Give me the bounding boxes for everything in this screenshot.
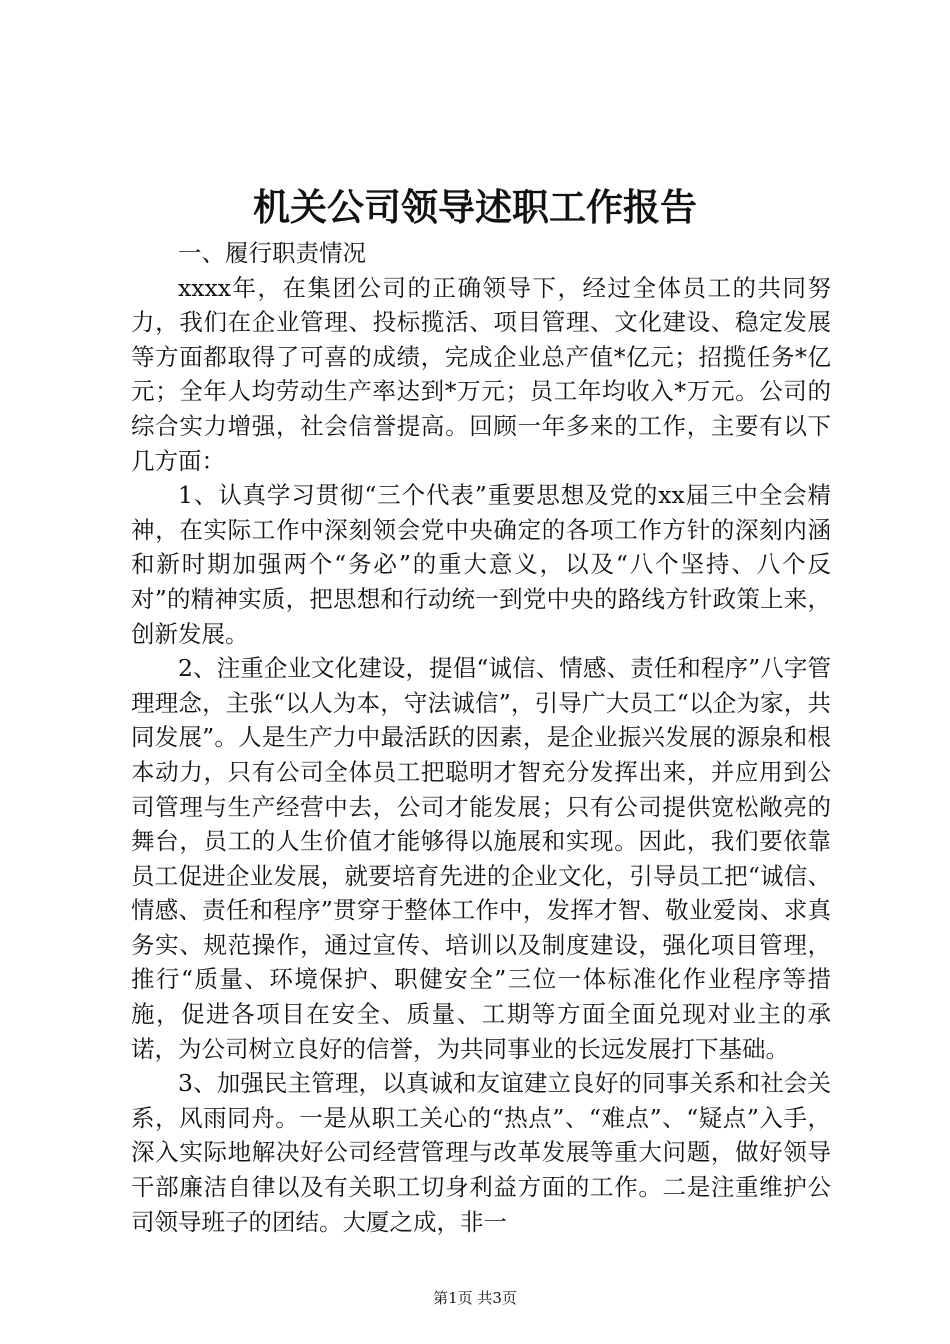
section-heading: 一、履行职责情况 bbox=[178, 239, 366, 267]
paragraph-item-2: 2、注重企业文化建设，提倡“诚信、情感、责任和程序”八字管理理念，主张“以人为本，守法诚信”，引导广大员工“以企为家，共同发展”。人是生产力中最活跃的因素，是企业振兴发展的源泉和根本动力，只有公司全体员工把聪明才智充分发挥出来，并应用到公司管理与生产经营中去，公司才能发展；只有公司提供宽松敞亮的舞台，员工的人生价值才能够得以施展和实现。因此，我们要依靠员工促进企业发展，就要培育先进的企业文化，引导员工把“诚信、情感、责任和程序”贯穿于整体工作中，发挥才智、敬业爱岗、求真务实、规范操作，通过宣传、培训以及制度建设，强化项目管理，推行“质量、环境保护、职健安全”三位一体标准化作业程序等措施，促进各项目在安全、质量、工期等方面全面兑现对业主的承诺，为公司树立良好的信誉，为共同事业的长远发展打下基础。 bbox=[131, 654, 831, 1063]
document-body bbox=[131, 236, 831, 1239]
document-title: 机关公司领导述职工作报告 bbox=[253, 185, 697, 229]
paragraph-item-1: 1、认真学习贯彻“三个代表”重要思想及党的xx届三中全会精神，在实际工作中深刻领会党中央确定的各项工作方针的深刻内涵和新时期加强两个“务必”的重大意义，以及“八个坚持、八个反对”的精神实质，把思想和行动统一到党中央的路线方针政策上来，创新发展。 bbox=[131, 481, 831, 648]
paragraph-item-3: 3、加强民主管理，以真诚和友谊建立良好的同事关系和社会关系，风雨同舟。一是从职工关心的“热点”、“难点”、“疑点”入手，深入实际地解决好公司经营管理与改革发展等重大问题，做好领导干部廉洁自律以及有关职工切身利益方面的工作。二是注重维护公司领导班子的团结。大厦之成，非一 bbox=[131, 1069, 831, 1236]
paragraph-intro: xxxx年，在集团公司的正确领导下，经过全体员工的共同努力，我们在企业管理、投标揽活、项目管理、文化建设、稳定发展等方面都取得了可喜的成绩，完成企业总产值*亿元；招揽任务*亿元；全年人均劳动生产率达到*万元；员工年均收入*万元。公司的综合实力增强，社会信誉提高。回顾一年多来的工作，主要有以下几方面： bbox=[131, 273, 831, 475]
page-footer: 第1页 共3页 bbox=[433, 1289, 517, 1307]
